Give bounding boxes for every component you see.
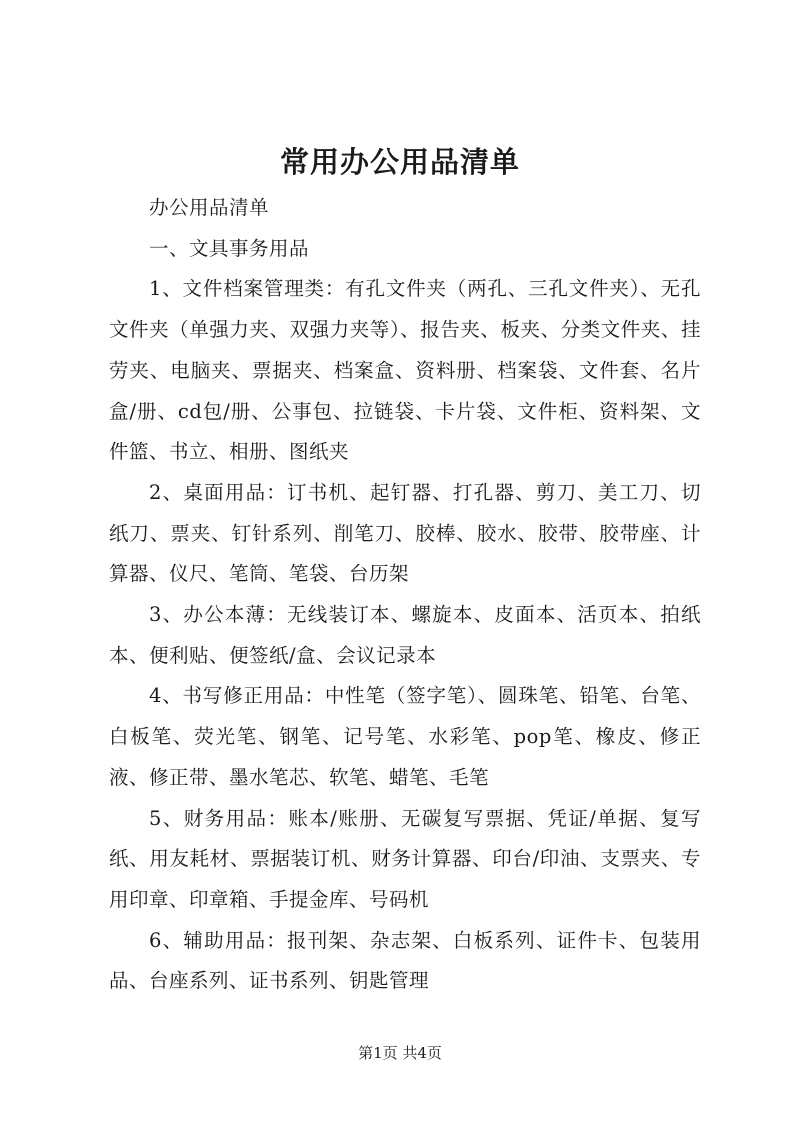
paragraph: 办公用品清单 (149, 196, 270, 219)
paragraph: 3、办公本薄：无线装订本、螺旋本、皮面本、活页本、拍纸本、便利贴、便签纸/盒、会议记录本 (109, 603, 701, 667)
paragraph: 5、财务用品：账本/账册、无碳复写票据、凭证/单据、复写纸、用友耗材、票据装订机、财务计算器、印台/印油、支票夹、专用印章、印章箱、手提金库、号码机 (109, 806, 701, 911)
page-footer: 第1页 共4页 (358, 1044, 442, 1062)
paragraph: 2、桌面用品：订书机、起钉器、打孔器、剪刀、美工刀、切纸刀、票夹、钉针系列、削笔刀、胶棒、胶水、胶带、胶带座、计算器、仪尺、笔筒、笔袋、台历架 (109, 480, 701, 586)
paragraph: 6、辅助用品：报刊架、杂志架、白板系列、证件卡、包装用品、台座系列、证书系列、钥匙管理 (109, 928, 701, 993)
section-heading: 一、文具事务用品 (149, 236, 310, 260)
paragraph: 1、文件档案管理类：有孔文件夹（两孔、三孔文件夹）、无孔文件夹（单强力夹、双强力夹等）、报告夹、板夹、分类文件夹、挂劳夹、电脑夹、票据夹、档案盒、资料册、档案袋、文件套、名片盒/册、cd包/册、公事包、拉链袋、卡片袋、文件柜、资料架、文件篮、书立、相册、图纸夹 (109, 277, 701, 464)
document-body (109, 188, 701, 1002)
document-title: 常用办公用品清单 (279, 145, 520, 179)
paragraph: 4、书写修正用品：中性笔（签字笔）、圆珠笔、铅笔、台笔、白板笔、荧光笔、钢笔、记号笔、水彩笔、pop笔、橡皮、修正液、修正带、墨水笔芯、软笔、蜡笔、毛笔 (109, 684, 701, 789)
